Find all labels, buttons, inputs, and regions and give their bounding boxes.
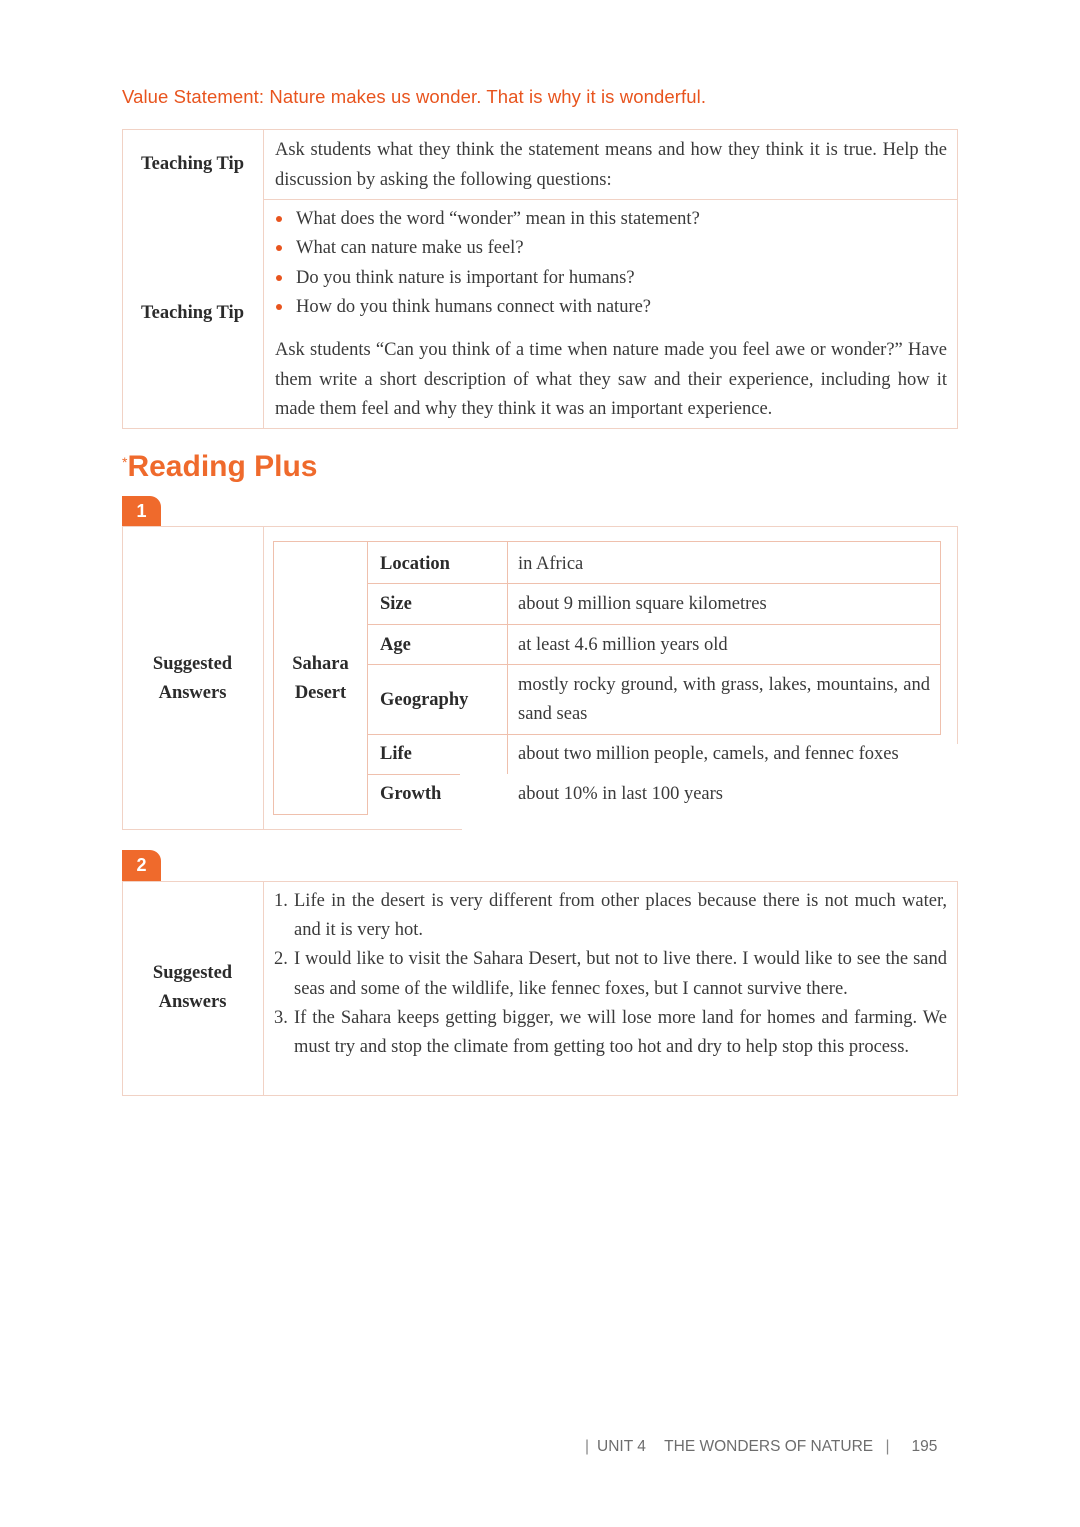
star-icon: *: [122, 454, 128, 470]
footer-unit: UNIT 4: [597, 1438, 646, 1455]
sahara-desert-label: [273, 650, 368, 708]
row-value-growth: about 10% in last 100 years: [518, 784, 723, 804]
teaching-tip-text-2: Ask students “Can you think of a time when nature made you feel awe or wonder?” Have them write a short description of what they saw and their experience, including how it made them feel and why they think it was an important experience.: [275, 340, 947, 419]
list-item: [274, 1004, 947, 1062]
label-line: Sahara: [292, 654, 349, 674]
page-number: 195: [911, 1438, 938, 1455]
row-value-geography: mostly rocky ground, with grass, lakes, mountains, and sand seas: [518, 675, 930, 724]
reading-plus-heading: [122, 450, 318, 484]
row-value-location: in Africa: [518, 554, 584, 574]
value-statement: Value Statement: Nature makes us wonder. That is why it is wonderful.: [122, 86, 707, 107]
label-line: Answers: [158, 992, 227, 1012]
footer-title: THE WONDERS OF NATURE: [664, 1438, 874, 1455]
label-line: Answers: [158, 683, 227, 703]
suggested-answers-label-1: [122, 650, 263, 708]
row-label-geography: Geography: [380, 690, 469, 710]
answer-text: If the Sahara keeps getting bigger, we will lose more land for homes and farming. We must try and stop the climate from getting too hot and dry to help stop this process.: [294, 1007, 947, 1058]
list-item: What does the word “wonder” mean in this statement?: [275, 205, 947, 234]
answer-number: 2.: [274, 949, 288, 970]
row-label-growth: Growth: [380, 784, 442, 804]
list-item: Do you think nature is important for humans?: [275, 264, 947, 293]
row-value-life: about two million people, camels, and fennec foxes: [518, 744, 899, 764]
teaching-tip-text-1: Ask students what they think the statement means and how they think it is true. Help the discussion by asking the following questions:: [275, 140, 947, 190]
label-line: Desert: [294, 683, 347, 703]
row-value-age: at least 4.6 million years old: [518, 635, 728, 655]
answer-text: Life in the desert is very different from other places because there is not much water, and it is very hot.: [294, 891, 947, 941]
answer-list: [274, 887, 947, 1062]
discussion-questions: [275, 205, 947, 322]
row-label-size: Size: [380, 594, 412, 614]
list-item: How do you think humans connect with nature?: [275, 293, 947, 322]
row-label-location: Location: [380, 554, 450, 574]
label-line: Suggested: [152, 963, 233, 983]
row-label-age: Age: [380, 635, 411, 655]
teaching-tip-label-1: Teaching Tip: [140, 154, 244, 174]
answer-number: 1.: [274, 891, 288, 911]
list-item: [274, 887, 947, 945]
reading-plus-title: Reading Plus: [127, 450, 318, 483]
answer-number: 3.: [274, 1007, 288, 1028]
suggested-answers-label-2: [122, 959, 263, 1017]
list-item: [274, 945, 947, 1003]
label-line: Suggested: [152, 654, 233, 674]
teaching-tip-label-2: Teaching Tip: [140, 303, 244, 323]
section-badge-2: 2: [122, 850, 161, 881]
page-footer: [585, 1438, 957, 1456]
row-value-size: about 9 million square kilometres: [518, 594, 767, 614]
divider: |: [885, 1438, 890, 1455]
list-item: What can nature make us feel?: [275, 234, 947, 263]
section-badge-1: 1: [122, 496, 161, 527]
row-label-life: Life: [380, 744, 412, 764]
answer-text: I would like to visit the Sahara Desert, but not to live there. I would like to see the sand seas and some of the wildlife, like fennec foxes, but I cannot survive there.: [294, 949, 947, 999]
divider: |: [585, 1438, 590, 1455]
